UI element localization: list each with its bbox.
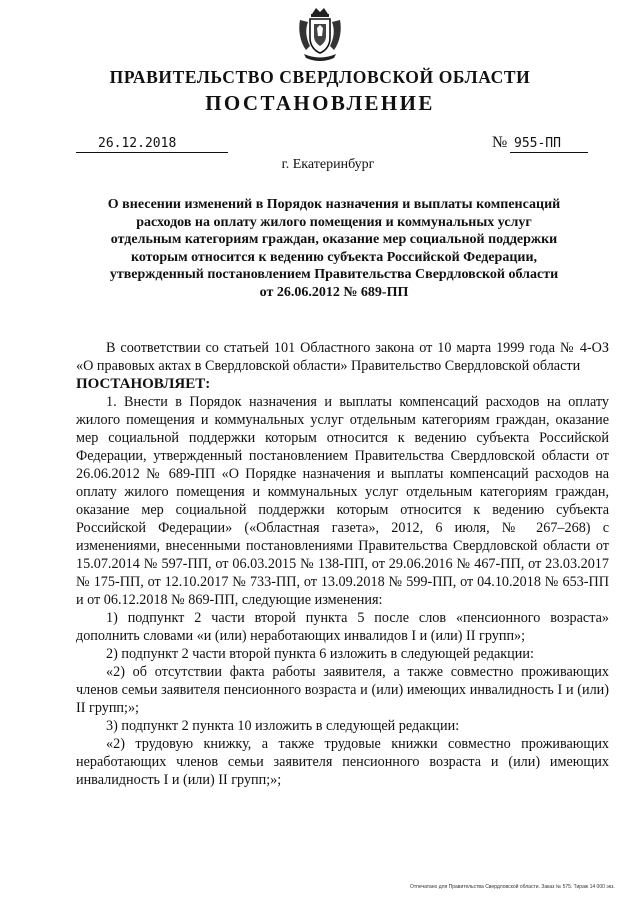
preamble: В соответствии со статьей 101 Областного закона от 10 марта 1999 года № 4-ОЗ «О правовых актах в Свердловской области» Правительство Свердловской области — [76, 340, 609, 374]
document-title — [84, 196, 584, 301]
title-line: от 26.06.2012 № 689-ПП — [259, 284, 409, 300]
paragraph: 3) подпункт 2 пункта 10 изложить в следующей редакции: — [106, 718, 460, 734]
city: г. Екатеринбург — [281, 157, 375, 172]
title-line: О внесении изменений в Порядок назначения и выплаты компенсаций — [107, 197, 561, 212]
document-number: 955-ПП — [510, 136, 588, 153]
paragraph: «2) трудовую книжку, а также трудовые книжки совместно проживающих неработающих членов семьи заявителя пенсионного возраста и (или) имеющих инвалидность I и (или) II групп;»; — [76, 736, 609, 788]
title-line: утвержденный постановлением Правительства Свердловской области — [109, 267, 559, 282]
print-note: Отпечатано для Правительства Свердловской области. Заказ № 575. Тираж 14 000 экз. — [410, 884, 615, 890]
organization-name: ПРАВИТЕЛЬСТВО СВЕРДЛОВСКОЙ ОБЛАСТИ — [109, 67, 531, 87]
number-sign: № — [492, 134, 508, 151]
document-type: ПОСТАНОВЛЕНИЕ — [205, 91, 435, 115]
title-line: расходов на оплату жилого помещения и коммунальных услуг — [136, 214, 532, 230]
coat-of-arms-icon — [296, 6, 344, 62]
paragraph: 1. Внести в Порядок назначения и выплаты компенсаций расходов на оплату жилого помещения и коммунальных услуг отдельным категориям граждан, оказание мер социальной поддержки которым относится к ведению субъекта Российской Федерации, утвержденный постановлением Правительства Свердловской области от 26.06.2012 № 689-ПП «О Порядке назначения и выплаты компенсаций расходов на оплату жилого помещения и коммунальных услуг отдельным категориям граждан, оказание мер социальной поддержки которым относится к ведению субъекта Российской Федерации» («Областная газета», 2012, 6 июля, № 267–268) с изменениями, внесенными постановлениями Правительства Свердловской области от 15.07.2014 № 597-ПП, от 06.03.2015 № 138-ПП, от 29.06.2016 № 467-ПП, от 23.03.2017 № 175-ПП, от 12.10.2017 № 733-ПП, от 13.09.2018 № 599-ПП, от 04.10.2018 № 653-ПП и от 06.12.2018 № 869-ПП, следующие изменения: — [76, 394, 609, 608]
title-line: которым относится к ведению субъекта Российской Федерации, — [130, 249, 538, 265]
resolve-heading: ПОСТАНОВЛЯЕТ: — [76, 376, 211, 392]
document-date: 26.12.2018 — [76, 136, 228, 153]
title-line: отдельным категориям граждан, оказание мер социальной поддержки — [110, 232, 558, 247]
paragraph: «2) об отсутствии факта работы заявителя, а также совместно проживающих членов семьи заявителя пенсионного возраста и (или) имеющих инвалидность I и (или) II групп;»; — [76, 664, 609, 716]
document-body — [76, 339, 609, 789]
paragraph: 1) подпункт 2 части второй пункта 5 после слов «пенсионного возраста» дополнить словами «и (или) неработающих инвалидов I и (или) II групп»; — [76, 610, 609, 644]
paragraph: 2) подпункт 2 части второй пункта 6 изложить в следующей редакции: — [106, 646, 534, 662]
